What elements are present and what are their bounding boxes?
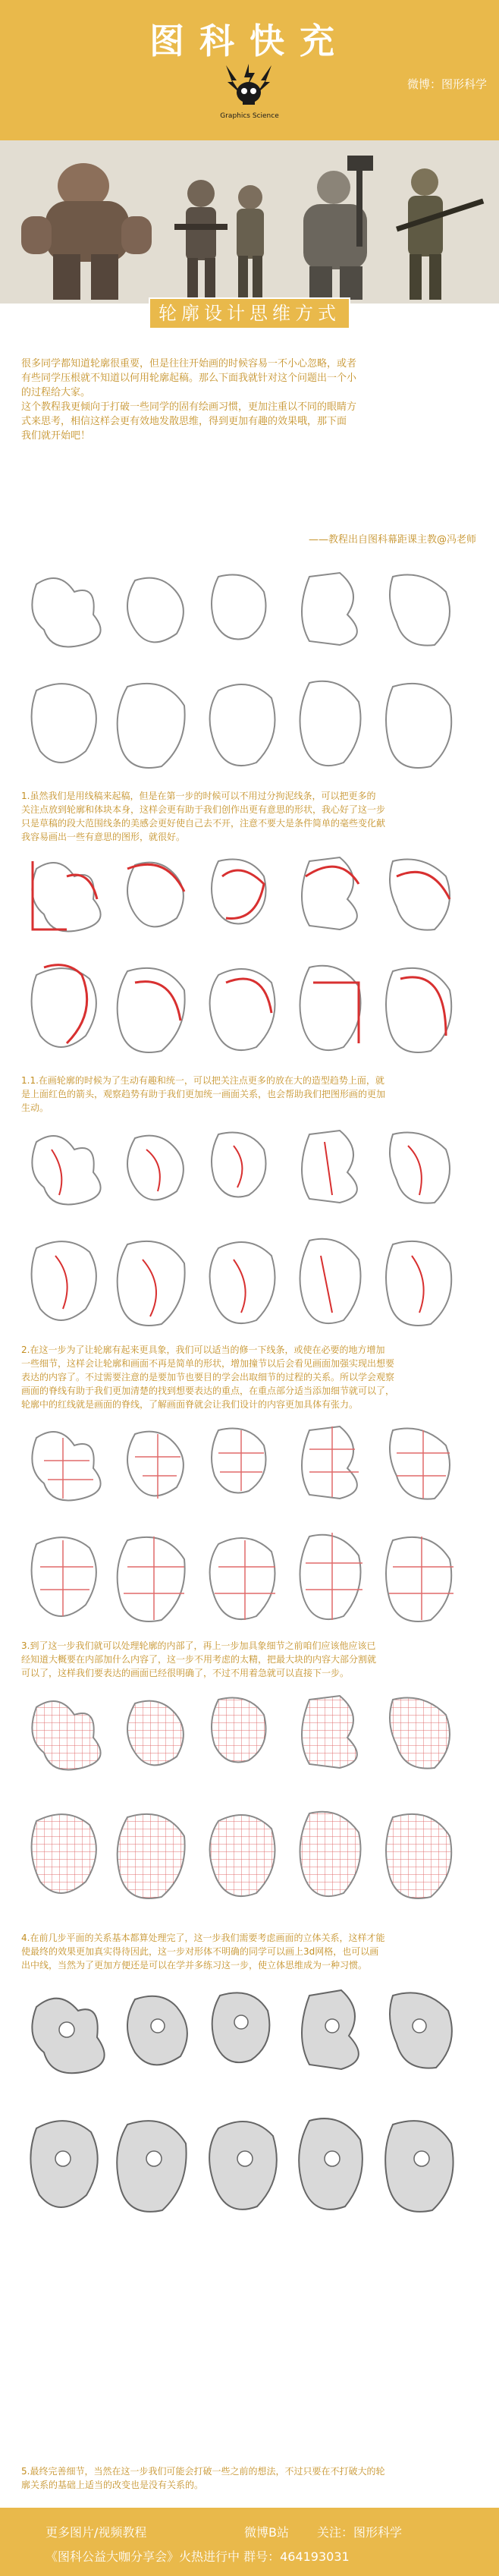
step-line: 2.在这一步为了让轮廓有起来更具象，我们可以适当的修一下线条，或使在必要的地方增加 (21, 1345, 385, 1355)
intro-line: 式来思考，相信这样会更有效地发散思维，得到更加有趣的效果哦，那下面 (21, 416, 347, 427)
weibo-handle: 微博：图形科学 (406, 77, 487, 91)
intro-line: 这个教程我更倾向于打破一些同学的固有绘画习惯，更加注重以不同的眼睛方 (21, 401, 357, 413)
intro-line: 有些同学压根就不知道以何用轮廓起稿。那么下面我就针对这个问题出一个小 (21, 373, 357, 384)
credit-line: ——教程出自图科幕距课主教@冯老师 (308, 534, 476, 546)
section-banner: 轮廓设计思维方式 (149, 297, 350, 329)
step-3-text (21, 1639, 479, 1680)
step-line: 3.到了这一步我们就可以处理轮廓的内部了，再上一步加具象细节之前咱们应该他应该已 (21, 1640, 376, 1651)
step-2-text (21, 1343, 479, 1411)
step-line: 5.最终完善细节，当然在这一步我们可能会打破一些之前的想法，不过只要在不打破大的轮 (21, 2466, 385, 2477)
step-5-text (21, 2464, 479, 2492)
step-4-text (21, 1931, 479, 1972)
footer (0, 2508, 499, 2576)
panel-3d-grid (21, 1684, 478, 1927)
step-line: 关注点放到轮廓和体块本身，这样会更有助于我们创作出更有意思的形状，我心好了这一步 (21, 804, 386, 815)
hero-illustration (0, 140, 499, 304)
panel-trend-arrows (21, 846, 478, 1074)
panel-final-details (21, 1977, 478, 2250)
step-line: 我容易画出一些有意思的图形，就很好。 (21, 832, 186, 842)
panel-outlines (21, 561, 478, 789)
header (0, 0, 499, 140)
intro-paragraph (21, 357, 476, 443)
step-line: 出中线，当然为了更加方便还是可以在学并多练习这一步，使立体思维成为一种习惯。 (21, 1960, 368, 1971)
panel-internal-structure (21, 1415, 478, 1643)
step-line: 表达的内容了。不过需要注意的是要加节也要目的学会出取细节的过程的关系。所以学会观察 (21, 1372, 395, 1382)
step-line: 4.在前几步平面的关系基本都算处理完了，这一步我们需要考虑画面的立体关系，这样才能 (21, 1933, 385, 1943)
footer-more-link[interactable]: 更多图片/视频教程 (46, 2525, 147, 2540)
brand-title: 图科快充 (149, 20, 350, 61)
step-1-1-text (21, 1074, 479, 1115)
step-line: 使最终的效果更加真实得待因此，这一步对形体不明确的同学可以画上3d网格，也可以画 (21, 1946, 379, 1957)
logo-text: Graphics Science (220, 112, 279, 120)
footer-follow[interactable]: 关注：图形科学 (317, 2525, 403, 2540)
step-line: 只是草稿的段大范围线条的美感会更好使自己去不开，注意不要大是条件简单的毫些变化献 (21, 818, 386, 829)
skull-lightning-icon (211, 64, 287, 109)
footer-b-station[interactable]: 微博B站 (244, 2525, 289, 2540)
step-line: 一些细节，这样会让轮廓和画面不再是简单的形状，增加撞节以后会看见画面加强实现出想要 (21, 1358, 395, 1369)
panel-spine-lines (21, 1119, 478, 1347)
step-line: 是上面红色的箭头，观察趋势有助于我们更加统一画面关系，也会帮助我们把图形画的更加 (21, 1089, 386, 1099)
step-1-text (21, 789, 479, 844)
step-line: 1.1.在画轮廓的时候为了生动有趣和统一，可以把关注点更多的放在大的造型趋势上面，就 (21, 1075, 384, 1086)
step-line: 轮廓中的红线就是画面的脊线，了解画面脊就会让我们设计的内容更加具体有张力。 (21, 1399, 359, 1410)
step-line: 经知道大概要在内部加什么内容了，这一步不用考虑的太精，把最大块的内容大部分割就 (21, 1654, 377, 1665)
step-line: 1.虽然我们是用线稿来起稿，但是在第一步的时候可以不用过分拘泥线条，可以把更多的 (21, 791, 376, 801)
intro-line: 的过程给大家。 (21, 387, 91, 398)
step-line: 廓关系的基础上适当的改变也是没有关系的。 (21, 2480, 204, 2490)
step-line: 生动。 (21, 1102, 49, 1113)
step-line: 画面的脊线有助于我们更加清楚的找到想要表达的重点，在重点部分适当添加细节就可以了， (21, 1386, 395, 1396)
step-line: 可以了，这样我们要表达的画面已经很明确了，不过不用着急就可以直接下一步。 (21, 1668, 350, 1678)
intro-line: 我们就开始吧！ (21, 430, 91, 442)
footer-share-info: 《图科公益大咖分享会》火热进行中 群号：464193031 (46, 2549, 350, 2564)
intro-line: 很多同学都知道轮廓很重要，但是往往开始画的时候容易一不小心忽略，或者 (21, 358, 357, 370)
